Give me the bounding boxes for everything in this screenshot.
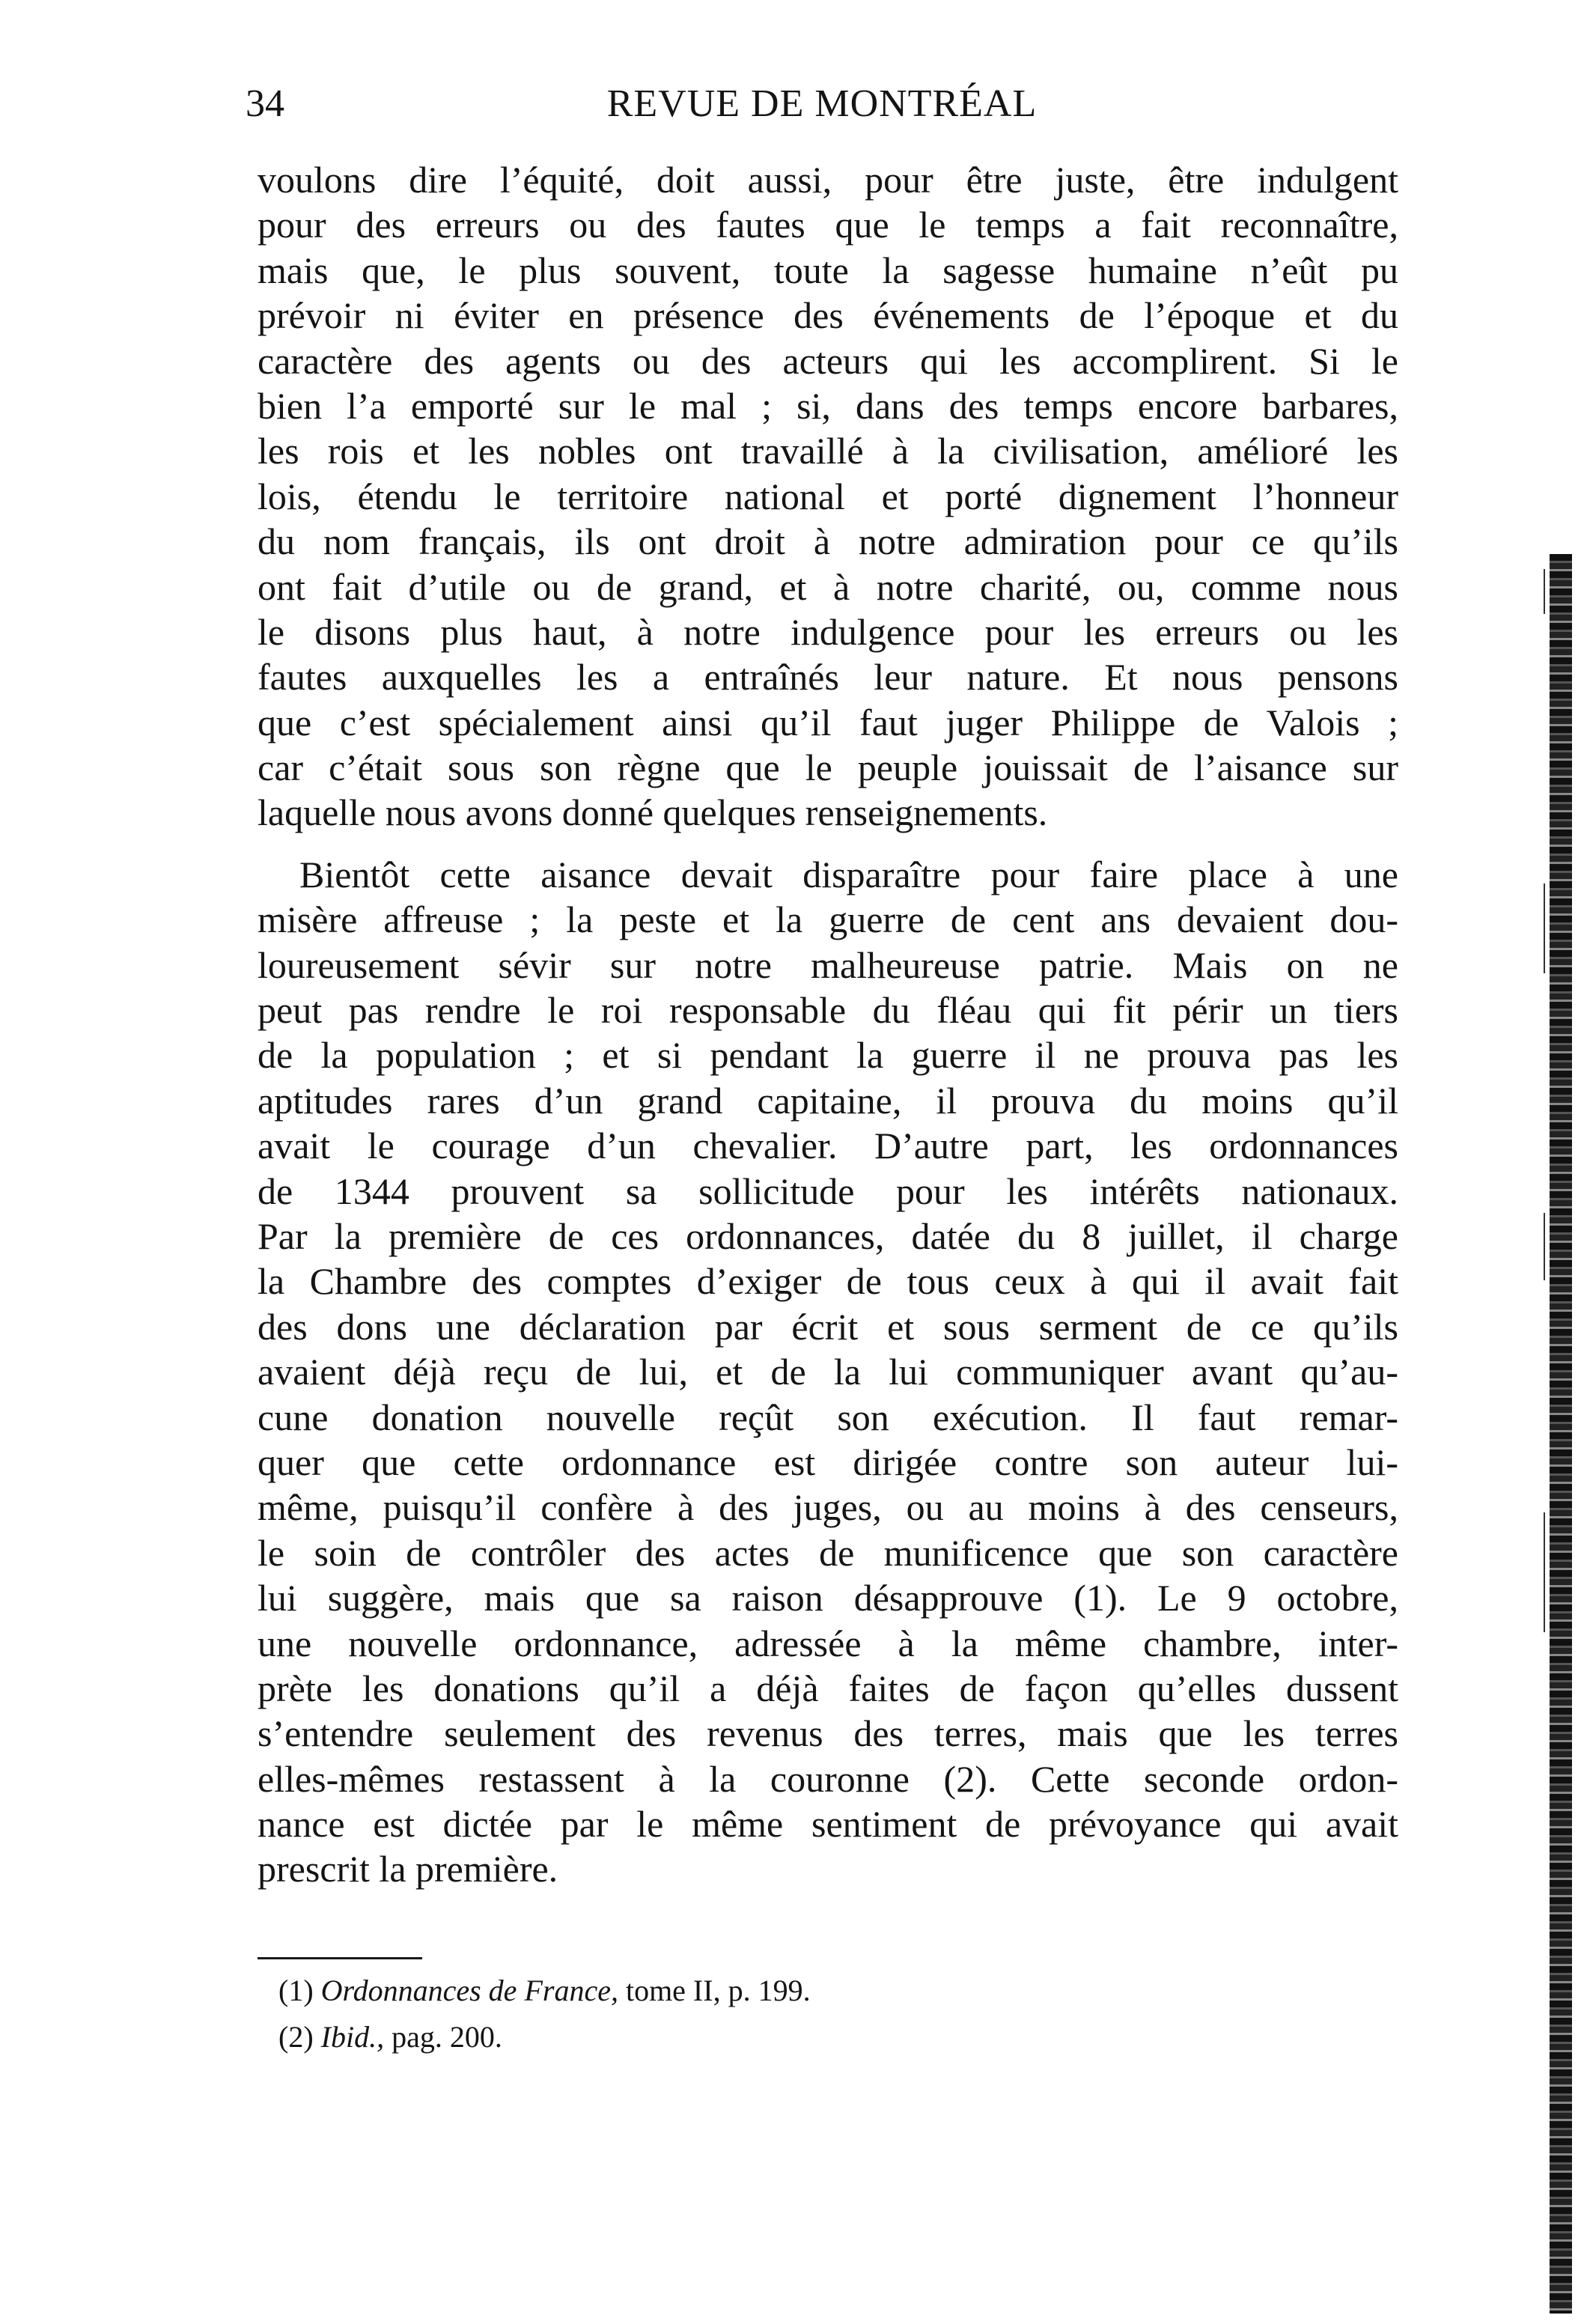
- text-line: même, puisqu’il confère à des juges, ou au moins à des censeurs,: [258, 1486, 1398, 1529]
- text-line: de 1344 prouvent sa sollicitude pour les intérêts nationaux.: [258, 1169, 1398, 1212]
- footnote-divider: [258, 1957, 422, 1959]
- text-line: lois, étendu le territoire national et porté dignement l’honneur: [258, 475, 1398, 517]
- text-line: la Chambre des comptes d’exiger de tous ceux à qui il avait fait: [258, 1260, 1398, 1303]
- footnote-source: Ordonnances de France,: [320, 1974, 618, 2007]
- page-edge-mark: [1544, 1512, 1545, 1632]
- text-line: prévoir ni éviter en présence des événements de l’époque et du: [258, 294, 1398, 337]
- body-text: [258, 157, 1398, 1892]
- scanned-page-edge: [1550, 554, 1572, 2314]
- text-line: les rois et les nobles ont travaillé à la civilisation, amélioré les: [258, 430, 1398, 472]
- text-line: le disons plus haut, à notre indulgence pour les erreurs ou les: [258, 610, 1398, 653]
- text-line: de la population ; et si pendant la guerre il ne prouva pas les: [258, 1034, 1398, 1077]
- text-line: prète les donations qu’il a déjà faites de façon qu’elles dussent: [258, 1667, 1398, 1709]
- text-line: s’entendre seulement des revenus des terres, mais que les terres: [258, 1712, 1398, 1755]
- paragraph-2: [258, 852, 1398, 1892]
- text-line: voulons dire l’équité, doit aussi, pour être juste, être indulgent: [258, 159, 1398, 201]
- text-line: peut pas rendre le roi responsable du fléau qui fit périr un tiers: [258, 989, 1398, 1032]
- text-line: mais que, le plus souvent, toute la sagesse humaine n’eût pu: [258, 249, 1398, 291]
- text-line: que c’est spécialement ainsi qu’il faut juger Philippe de Valois ;: [258, 701, 1398, 743]
- text-line: avaient déjà reçu de lui, et de la lui communiquer avant qu’au-: [258, 1351, 1398, 1393]
- text-line: une nouvelle ordonnance, adressée à la même chambre, inter-: [258, 1622, 1398, 1664]
- running-title: REVUE DE MONTRÉAL: [606, 82, 1038, 125]
- text-line: loureusement sévir sur notre malheureuse patrie. Mais on ne: [258, 943, 1398, 986]
- text-line: misère affreuse ; la peste et la guerre de cent ans devaient dou-: [258, 898, 1398, 941]
- text-line: cune donation nouvelle reçût son exécution. Il faut remar-: [258, 1396, 1398, 1438]
- footnote-detail: tome II, p. 199.: [625, 1974, 811, 2007]
- text-line: prescrit la première.: [258, 1848, 558, 1890]
- paragraph-1: [258, 157, 1398, 836]
- footnote-1: [278, 1968, 1326, 2014]
- text-line: quer que cette ordonnance est dirigée contre son auteur lui-: [258, 1441, 1398, 1483]
- text-line: elles-mêmes restassent à la couronne (2). Cette seconde ordon-: [258, 1757, 1398, 1800]
- footnote-2: [278, 2014, 1326, 2060]
- text-line: nance est dictée par le même sentiment de prévoyance qui avait: [258, 1803, 1398, 1846]
- text-line: fautes auxquelles les a entraînés leur nature. Et nous pensons: [258, 656, 1398, 699]
- page-header: [246, 78, 1398, 130]
- text-line: Par la première de ces ordonnances, datée du 8 juillet, il charge: [258, 1214, 1398, 1257]
- text-line: caractère des agents ou des acteurs qui les accomplirent. Si le: [258, 339, 1398, 382]
- text-line: aptitudes rares d’un grand capitaine, il prouva du moins qu’il: [258, 1079, 1398, 1122]
- text-line: du nom français, ils ont droit à notre admiration pour ce qu’ils: [258, 520, 1398, 563]
- text-line: bien l’a emporté sur le mal ; si, dans des temps encore barbares,: [258, 384, 1398, 427]
- page-edge-mark: [1544, 1213, 1545, 1280]
- text-line: avait le courage d’un chevalier. D’autre part, les ordonnances: [258, 1125, 1398, 1167]
- text-line: le soin de contrôler des actes de munificence que son caractère: [258, 1531, 1398, 1574]
- page-edge-mark: [1544, 569, 1545, 614]
- footnotes: [278, 1968, 1326, 2060]
- text-line: car c’était sous son règne que le peuple jouissait de l’aisance sur: [258, 746, 1398, 789]
- text-line: lui suggère, mais que sa raison désapprouve (1). Le 9 octobre,: [258, 1577, 1398, 1619]
- footnote-marker: (2): [278, 2020, 314, 2054]
- footnote-marker: (1): [278, 1974, 314, 2007]
- text-line: des dons une déclaration par écrit et sous serment de ce qu’ils: [258, 1305, 1398, 1348]
- text-line: laquelle nous avons donné quelques renseignements.: [258, 791, 1048, 834]
- footnote-source: Ibid.,: [320, 2020, 385, 2054]
- text-line: pour des erreurs ou des fautes que le temps a fait reconnaître,: [258, 204, 1398, 246]
- text-line: ont fait d’utile ou de grand, et à notre charité, ou, comme nous: [258, 565, 1398, 608]
- paragraph-gap: [258, 836, 1398, 852]
- page-number: 34: [246, 82, 284, 125]
- footnote-detail: pag. 200.: [392, 2020, 502, 2054]
- text-line: Bientôt cette aisance devait disparaître pour faire place à une: [299, 853, 1398, 895]
- page-edge-mark: [1544, 883, 1545, 973]
